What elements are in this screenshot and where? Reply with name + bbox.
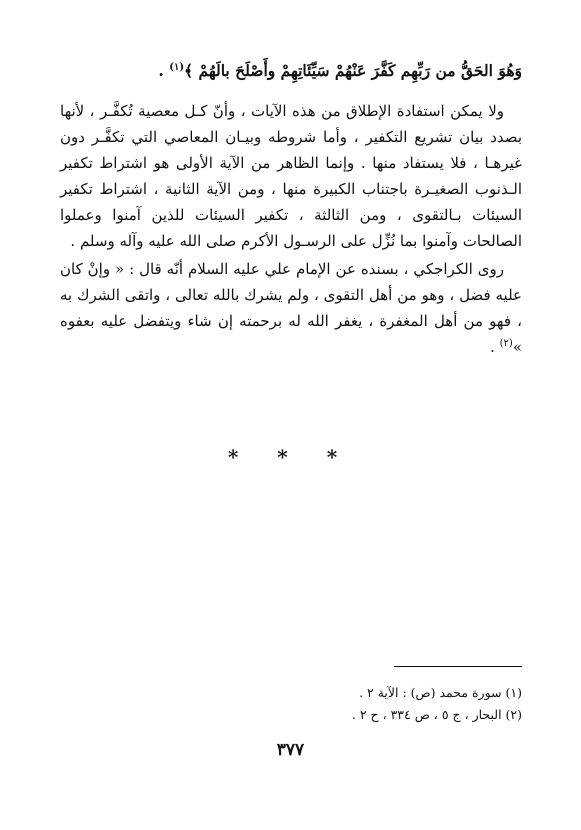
footnote-divider [394, 666, 522, 667]
footnote-2: (٢) البحار ، ج ٥ ، ص ٣٣٤ ، ح ٢ . [351, 707, 522, 722]
section-separator: * * * [227, 445, 354, 469]
page-number: ٣٧٧ [276, 740, 305, 760]
footnotes [60, 682, 522, 726]
paragraph-2-text: روى الكراجكي ، بسنده عن الإمام علي عليه السلام أنّه قال : « وإنْ كان عليه فضل ، وهو من أهل التقوى ، ولم يشرك بالله تعالى ، واتقى الشرك به ، فهو من أهل المغفرة ، يغفر الله له برحمته إن شاء ويتفضل عليه بعفوه » [60, 260, 522, 356]
paragraph-1: ولا يمكن استفادة الإطلاق من هذه الآيات ، وأنّ كـل معصية تُكفَّـر ، لأنها بصدد بيان تشريع التكفير ، وأما شروطه وبيـان المعاصي التي تكفَّـر دون غيرهـا ، فلا يستفاد منها . وإنما الظاهر من الآية الأولى هو اشتراط تكفير الـذنوب الصغيـرة باجتناب الكبيرة منها ، ومن الآية الثانية ، اشتراط تكفير السيئات بـالتقوى ، ومن الثالثة ، تكفير السيئات للذين آمنوا وعملوا الصالحات وآمنوا بما نُزِّل على الرسـول الأكرم صلى الله عليه وآله وسلم . [60, 102, 522, 250]
verse-text: وَهُوَ الحَقُّ من رَبِّهِم كَفَّرَ عَنْهُمْ سَيِّئَاتِهِمْ وأَصْلَحَ بالَهُمْ ﴾ [184, 61, 522, 80]
verse-end: . [158, 61, 170, 80]
footnote-ref-2: (٢) [499, 338, 513, 349]
paragraph-2 [60, 256, 522, 360]
paragraph-2-end: . [490, 338, 500, 356]
footnote-1: (١) سورة محمد (ص) : الآية ٢ . [359, 685, 522, 700]
footnote-ref-1: (١) [169, 61, 185, 73]
quran-verse [60, 58, 522, 84]
